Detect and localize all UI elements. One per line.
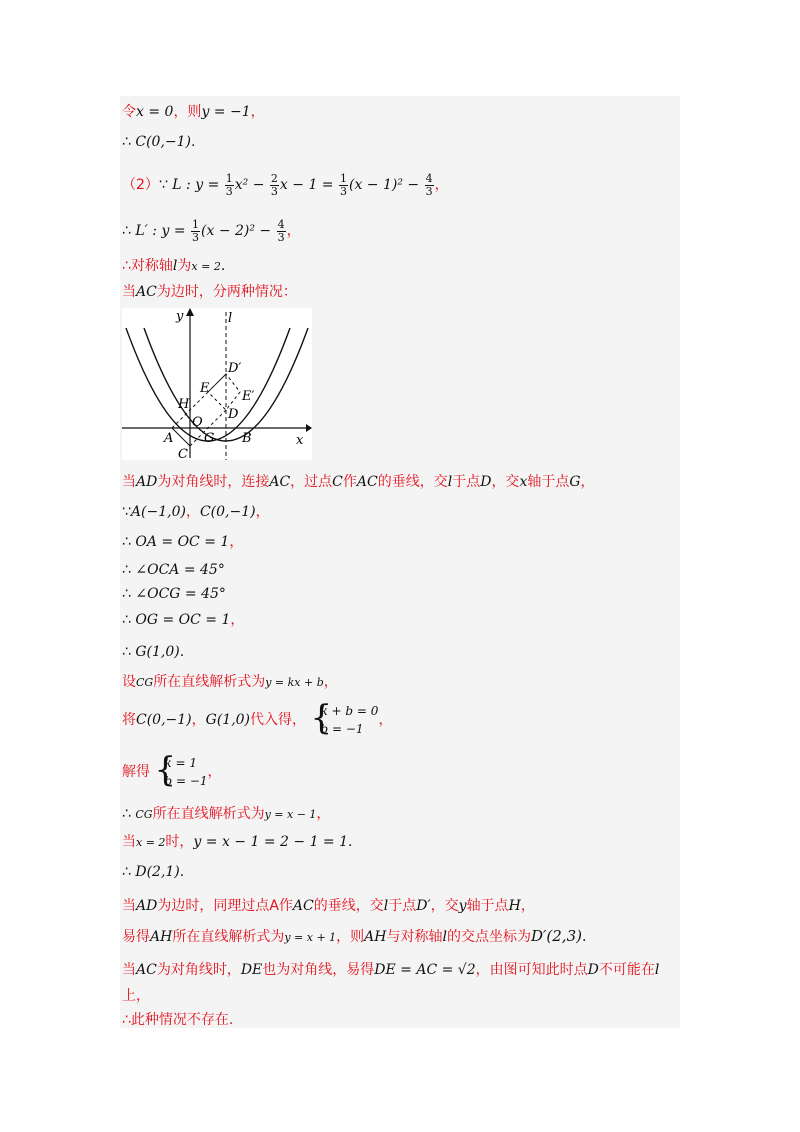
text-segment: 为边时，同理过点A作 bbox=[157, 898, 293, 914]
math: y = −1 bbox=[201, 104, 251, 120]
text-segment: OA = OC = 1 bbox=[135, 534, 230, 550]
line-cg-equation bbox=[122, 804, 330, 825]
line-ac-diagonal bbox=[122, 960, 659, 980]
segment-ac bbox=[172, 428, 190, 446]
text-segment: ∴ bbox=[122, 644, 136, 660]
text: . bbox=[191, 134, 196, 150]
text-segment: ， bbox=[230, 612, 245, 628]
text-segment: 于点 bbox=[452, 474, 481, 490]
text-segment: 于点 bbox=[388, 898, 417, 914]
math: L′ : y = bbox=[135, 223, 186, 239]
text-segment: AH bbox=[150, 929, 173, 945]
text-segment: ， bbox=[323, 674, 338, 690]
text-segment: 3 bbox=[225, 184, 233, 198]
line-part2-parabola-l bbox=[122, 168, 449, 202]
line-ah-equation bbox=[122, 926, 586, 948]
text-segment: C(0,−1) bbox=[136, 712, 192, 728]
text-segment: ∴此种情况不存在. bbox=[122, 1012, 234, 1028]
text-segment: 所在直线解析式为 bbox=[172, 929, 285, 945]
text-segment: G(1,0) bbox=[205, 712, 251, 728]
math: x − 1 = bbox=[279, 177, 334, 193]
text-segment: 设 bbox=[122, 674, 136, 690]
text-segment: 当 bbox=[122, 962, 136, 978]
text-segment: 3 bbox=[425, 184, 433, 198]
text-segment: 解得 bbox=[122, 764, 150, 780]
text-segment: CG bbox=[136, 676, 154, 689]
text: ∴对称轴 bbox=[122, 258, 173, 274]
text-segment: 易得 bbox=[122, 929, 150, 945]
text-segment: A(−1,0) bbox=[130, 504, 186, 520]
text-segment: l bbox=[442, 929, 447, 945]
text-segment: y = kx + b bbox=[265, 676, 324, 689]
text-segment: ∴ bbox=[122, 534, 136, 550]
line-angle-ocg bbox=[122, 584, 226, 604]
text-segment: 3 bbox=[340, 184, 347, 198]
text-segment: 4 bbox=[425, 171, 433, 185]
text-segment: x = 2 bbox=[136, 836, 166, 849]
line-og-oc bbox=[122, 610, 244, 630]
text-segment: ∴ bbox=[122, 586, 136, 602]
text-segment: ∴ bbox=[122, 562, 136, 578]
text-segment: G bbox=[569, 474, 581, 490]
label-l: l bbox=[228, 311, 233, 326]
therefore-symbol: ∴ bbox=[122, 223, 131, 239]
text-segment: H bbox=[508, 898, 521, 914]
text-segment: D′(2,3) bbox=[530, 927, 582, 945]
text-segment: ， bbox=[229, 534, 244, 550]
text-segment: ∴ bbox=[122, 864, 136, 880]
math: x² − bbox=[234, 177, 265, 193]
text-segment: D bbox=[480, 474, 492, 490]
text-segment: ，由图可知此时点 bbox=[475, 962, 588, 978]
math: l bbox=[172, 258, 178, 274]
text-segment: 所在直线解析式为 bbox=[153, 674, 266, 690]
text-segment: ， bbox=[378, 712, 393, 728]
text-segment: ， bbox=[580, 474, 595, 490]
text-segment: 1 bbox=[192, 217, 200, 231]
text-segment: AD bbox=[136, 898, 158, 914]
label-g: G bbox=[204, 431, 215, 446]
text-segment: 代入得， bbox=[250, 712, 307, 728]
line-substitute bbox=[122, 700, 392, 740]
text-segment: ， bbox=[520, 898, 535, 914]
label-o: O bbox=[192, 415, 203, 430]
text-segment: y = x − 1 bbox=[264, 808, 317, 821]
line-point-g bbox=[122, 642, 184, 662]
line-ad-diagonal bbox=[122, 472, 595, 492]
text-segment: 轴于点 bbox=[466, 898, 509, 914]
text-segment: ， bbox=[255, 504, 270, 520]
line-ad-side bbox=[122, 896, 535, 916]
equation-system bbox=[310, 702, 378, 738]
math: C(0,−1) bbox=[135, 134, 191, 150]
text-segment: y = x − 1 = 2 − 1 = 1 bbox=[193, 834, 349, 850]
text-segment: . bbox=[179, 644, 185, 660]
text-segment: DE = AC = √2 bbox=[374, 962, 476, 978]
text-segment: ∵ bbox=[122, 504, 131, 520]
line-conclusion bbox=[122, 1010, 233, 1030]
text-segment: 1 bbox=[225, 171, 233, 185]
text-segment: 当 bbox=[122, 474, 136, 490]
square-outline bbox=[208, 374, 240, 410]
text-segment: 为对角线时，连接 bbox=[157, 474, 270, 490]
text: 为边时，分两种情况： bbox=[156, 284, 297, 300]
text-segment: 当 bbox=[122, 834, 136, 850]
text-segment: 当 bbox=[122, 898, 136, 914]
fraction bbox=[277, 219, 286, 244]
text-segment: 也为对角线，易得 bbox=[262, 962, 375, 978]
line-point-d bbox=[122, 862, 184, 882]
text: ，则 bbox=[173, 104, 202, 120]
text-segment: b = −1 bbox=[164, 774, 208, 788]
text-segment: C(0,−1) bbox=[199, 504, 256, 520]
math: L : y = bbox=[172, 177, 220, 193]
label-h: H bbox=[178, 397, 190, 412]
text-segment: . bbox=[581, 929, 587, 945]
label-c: C bbox=[178, 447, 188, 460]
text-segment: 将 bbox=[122, 712, 136, 728]
math: (x − 2)² − bbox=[201, 223, 272, 239]
math: (x − 1)² − bbox=[349, 177, 420, 193]
line-solve bbox=[122, 752, 222, 792]
text-segment: D(2,1) bbox=[135, 864, 180, 880]
text-segment: D′ bbox=[416, 898, 431, 914]
text-segment: 上， bbox=[122, 988, 150, 1004]
text-segment: 的垂线，交 bbox=[313, 898, 384, 914]
label-d-prime: D′ bbox=[228, 361, 242, 376]
label-b: B bbox=[242, 431, 252, 446]
text-segment: ∠OCA = 45° bbox=[135, 562, 225, 578]
text-segment: AD bbox=[136, 474, 158, 490]
text-segment: . bbox=[179, 864, 185, 880]
line-oa-oc bbox=[122, 532, 243, 552]
text-segment: 为对角线时， bbox=[156, 962, 241, 978]
line-ac-as-side bbox=[122, 282, 297, 302]
text-segment: 3 bbox=[192, 230, 200, 244]
text-segment: l bbox=[383, 898, 389, 914]
line-angle-oca bbox=[122, 560, 225, 580]
text-segment: 的交点坐标为 bbox=[446, 929, 531, 945]
line-on bbox=[122, 986, 150, 1006]
math: x = 0 bbox=[136, 104, 174, 120]
text-segment: 3 bbox=[270, 184, 278, 198]
text-segment: AH bbox=[364, 929, 387, 945]
text-segment: x bbox=[519, 474, 528, 490]
text-segment: y bbox=[458, 898, 467, 914]
text-segment: C bbox=[332, 474, 343, 490]
fraction bbox=[191, 219, 200, 244]
text-segment: AC bbox=[136, 962, 157, 978]
text-segment: l bbox=[447, 474, 453, 490]
text-segment: OG = OC = 1 bbox=[135, 612, 231, 628]
text: 当 bbox=[122, 284, 136, 300]
math: AC bbox=[136, 284, 157, 300]
text-segment: ∴ bbox=[122, 806, 136, 822]
x-axis-arrow bbox=[306, 424, 312, 432]
text: 为 bbox=[177, 258, 192, 274]
text-segment: 不可能在 bbox=[598, 962, 655, 978]
text-segment: 所在直线解析式为 bbox=[152, 806, 265, 822]
text-segment: ， bbox=[185, 504, 200, 520]
text-segment: AC bbox=[356, 474, 378, 490]
label-y: y bbox=[176, 309, 184, 324]
text: 令 bbox=[122, 104, 136, 120]
text-segment: { k + b = 0 bbox=[320, 704, 379, 718]
text-segment: 2 bbox=[270, 171, 278, 185]
solution-system bbox=[154, 754, 207, 790]
text-segment: 的垂线，交 bbox=[377, 474, 448, 490]
text: ， bbox=[250, 104, 265, 120]
text-segment: ，交 bbox=[430, 898, 459, 914]
text-segment: 与对称轴 bbox=[386, 929, 443, 945]
text-segment: AC bbox=[269, 474, 291, 490]
text-segment: DE bbox=[240, 962, 263, 978]
text-segment: ， bbox=[207, 764, 222, 780]
label-d: D bbox=[228, 407, 239, 422]
part-label: （2） bbox=[122, 177, 159, 193]
text-segment: CG bbox=[135, 808, 153, 821]
text-segment: y = x + 1 bbox=[284, 931, 337, 944]
text-segment: G(1,0) bbox=[135, 644, 180, 660]
text-segment: 4 bbox=[277, 217, 285, 231]
line-points-a-c bbox=[122, 502, 270, 522]
text-segment: ，交 bbox=[491, 474, 520, 490]
math: x = 2 bbox=[191, 260, 221, 273]
line-set-cg bbox=[122, 672, 338, 693]
label-e-prime: E′ bbox=[242, 389, 255, 404]
text-segment: ，则 bbox=[336, 929, 365, 945]
text-segment: 作 bbox=[342, 474, 357, 490]
fraction bbox=[270, 173, 279, 198]
label-x: x bbox=[296, 433, 304, 448]
fraction bbox=[425, 173, 434, 198]
text-segment: l bbox=[654, 962, 660, 978]
text-segment: 时， bbox=[165, 834, 194, 850]
text: ， bbox=[286, 223, 301, 239]
text-segment: 3 bbox=[277, 230, 285, 244]
figure-svg bbox=[122, 308, 312, 460]
line-point-c bbox=[122, 132, 195, 152]
text-segment: 1 bbox=[340, 171, 347, 185]
line-symmetry-axis bbox=[122, 256, 225, 277]
text-segment: { k = 1 bbox=[164, 756, 198, 770]
text-segment: ， bbox=[316, 806, 331, 822]
text-segment: AC bbox=[292, 898, 314, 914]
fraction bbox=[339, 173, 348, 198]
text-segment: ∴ bbox=[122, 612, 136, 628]
label-e: E bbox=[200, 381, 210, 396]
text-segment: D bbox=[587, 962, 599, 978]
text: ， bbox=[434, 177, 449, 193]
line-let-x bbox=[122, 102, 265, 122]
parabola-figure bbox=[122, 308, 312, 460]
therefore-symbol: ∴ bbox=[122, 134, 136, 150]
line-parabola-l-prime bbox=[122, 214, 301, 248]
text-segment: b = −1 bbox=[320, 722, 364, 736]
text: . bbox=[220, 258, 226, 274]
text-segment: ∠OCG = 45° bbox=[135, 586, 226, 602]
text-segment: . bbox=[348, 834, 353, 850]
line-when-x2 bbox=[122, 832, 352, 853]
label-a: A bbox=[164, 431, 174, 446]
because-symbol: ∵ bbox=[158, 177, 168, 193]
text-segment: ， bbox=[191, 712, 206, 728]
text-segment: 轴于点 bbox=[527, 474, 570, 490]
y-axis-arrow bbox=[186, 308, 194, 316]
fraction bbox=[225, 173, 234, 198]
text-segment: ，过点 bbox=[290, 474, 333, 490]
